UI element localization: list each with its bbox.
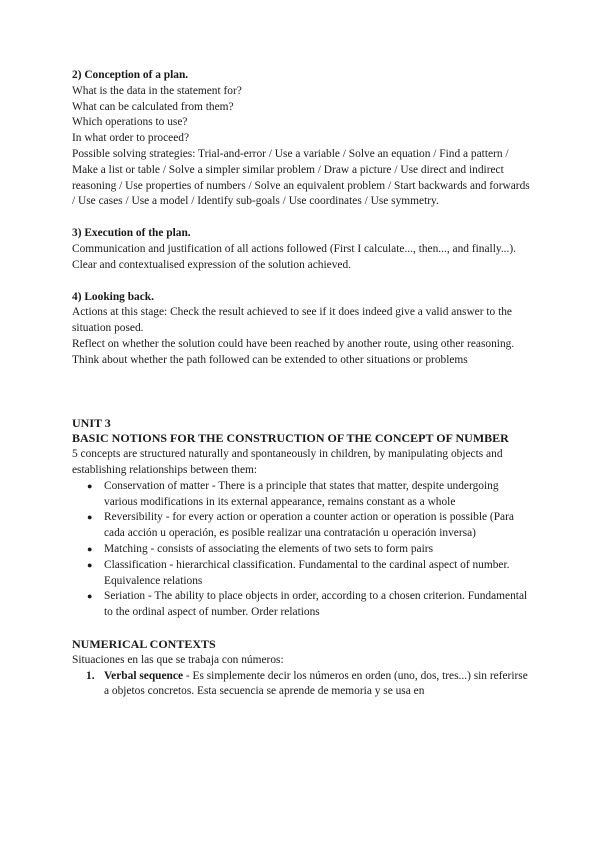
- bullet-icon: ●: [87, 543, 93, 554]
- question-line: What is the data in the statement for?: [72, 84, 242, 97]
- item-number: 1.: [86, 669, 95, 682]
- strategies-paragraph: Possible solving strategies: Trial-and-error / Use a variable / Solve an equation / Find a pattern / Make a list or table / Solve a simpler similar problem / Draw a picture / Use direct and indirect reasoning / Use properties of numbers / Solve an equivalent problem / Start backwards and forwards / Use cases / Use a model / Identify sub-goals / Use coordinates / Use symmetry.: [72, 147, 530, 208]
- bullet-icon: ●: [87, 512, 93, 523]
- question-line: In what order to proceed?: [72, 132, 190, 145]
- section-heading-execution: 3) Execution of the plan.: [72, 227, 191, 240]
- looking-back-line: Actions at this stage: Check the result achieved to see if it does indeed give a valid answer to the situation posed.: [72, 306, 512, 335]
- unit-intro: 5 concepts are structured naturally and spontaneously in children, by manipulating objects and establishing relationships between them:: [72, 448, 503, 476]
- bullet-icon: ●: [87, 591, 93, 602]
- bullet-icon: ●: [87, 480, 93, 491]
- looking-back-line: Reflect on whether the solution could have been reached by another route, using other reasoning.: [72, 337, 515, 350]
- question-line: Which operations to use?: [72, 116, 188, 129]
- contexts-list: [72, 669, 532, 701]
- list-item: ● Seriation - The ability to place objects in order, according to a chosen criterion. Fundamental to the ordinal aspect of number. Order relations: [87, 590, 528, 619]
- list-item: ● Classification - hierarchical classification. Fundamental to the cardinal aspect of number. Equivalence relations: [87, 558, 510, 587]
- unit-label: UNIT 3: [72, 415, 111, 430]
- execution-paragraph: Communication and justification of all actions followed (First I calculate..., then..., and finally...). Clear and contextualised expression of the solution achieved.: [72, 242, 517, 271]
- unit-title: BASIC NOTIONS FOR THE CONSTRUCTION OF THE CONCEPT OF NUMBER: [72, 431, 509, 446]
- document-content: [72, 68, 532, 700]
- list-item: ● Reversibility - for every action or operation a counter action or operation is possible (Para cada acción u operación, es posible realizar una contratación u operación inversa): [87, 511, 514, 540]
- list-item: ● Conservation of matter - There is a principle that states that matter, despite undergoing various modifications in its external appearance, remains constant as a whole: [87, 479, 499, 508]
- contexts-intro: Situaciones en las que se trabaja con números:: [72, 653, 284, 666]
- section-heading-numerical-contexts: NUMERICAL CONTEXTS: [72, 636, 216, 651]
- list-item: ● Matching - consists of associating the elements of two sets to form pairs: [104, 542, 532, 558]
- section-heading-looking-back: 4) Looking back.: [72, 290, 154, 303]
- list-item: [86, 669, 532, 701]
- looking-back-line: Think about whether the path followed can be extended to other situations or problems: [72, 353, 468, 366]
- question-line: What can be calculated from them?: [72, 100, 234, 113]
- section-heading-conception: 2) Conception of a plan.: [72, 69, 189, 81]
- item-term: Verbal sequence: [104, 669, 183, 682]
- item-text: - Es simplemente decir los números en orden (uno, dos, tres...) sin referirse a objetos concretos. Esta secuencia se aprende de memoria y se usa en: [104, 669, 528, 698]
- concept-list: [72, 479, 532, 621]
- bullet-icon: ●: [87, 559, 93, 570]
